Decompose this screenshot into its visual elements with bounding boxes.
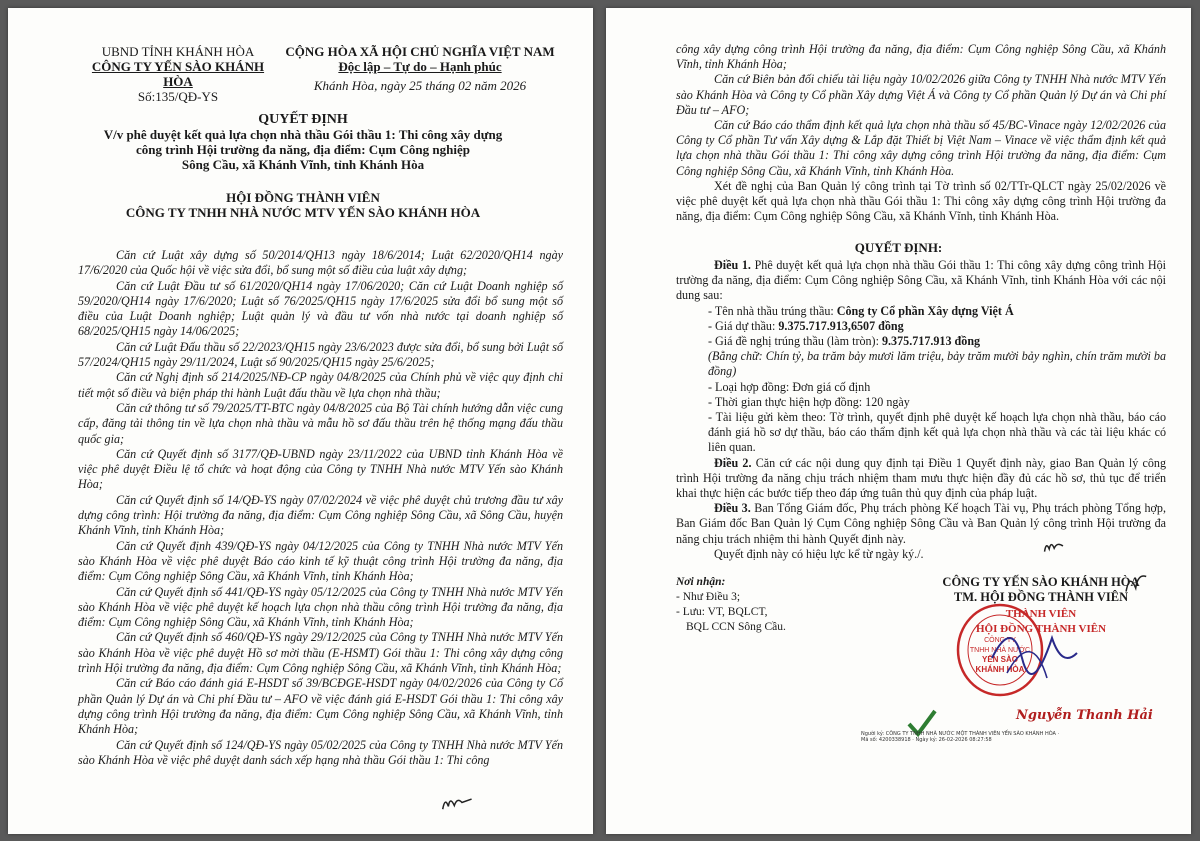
legal-basis: Căn cứ Quyết định 439/QĐ-YS ngày 04/12/2025 của Công ty TNHH Nhà nước MTV Yến sào Khánh Hòa về việc phê duyệt Báo cáo kinh tế kỹ thuật công trình Hội trường đa năng, địa điểm: Cụm Công nghiệp Sông Cầu, xã Khánh Vĩnh, tỉnh Khánh Hòa; [78,538,563,584]
decision-title: QUYẾT ĐỊNH [258,112,348,127]
recipient-item: BQL CCN Sông Cầu. [686,621,786,633]
article-1: Điều 1. Phê duyệt kết quả lựa chọn nhà thầu Gói thầu 1: Thi công xây dựng công trình Hội trường đa năng, địa điểm: Cụm Công nghiệp Sông Cầu, xã Khánh Vĩnh, tỉnh Khánh Hòa với các nội dung sau: [676,258,1166,303]
recipients-heading: Nơi nhận: [676,576,726,588]
national-header [270,44,570,93]
legal-basis: Căn cứ Luật Đấu thầu số 22/2023/QH15 ngày 23/6/2023 được sửa đổi, bổ sung bởi Luật số 57/2024/QH15 ngày 29/11/2024, Luật số 90/2025/QH15 ngày 25/6/2025; [78,339,563,370]
legal-basis: Căn cứ thông tư số 79/2025/TT-BTC ngày 04/8/2025 của Bộ Tài chính hướng dẫn việc cung cấp, đăng tải thông tin về lựa chọn nhà thầu và mẫu hồ sơ đấu thầu trên hệ thống mạng đấu thầu quốc gia; [78,400,563,446]
board-company: CÔNG TY TNHH NHÀ NƯỚC MTV YẾN SÀO KHÁNH HÒA [125,205,481,220]
national-motto: Độc lập – Tự do – Hạnh phúc [338,59,502,74]
digital-signature-info: Người ký: CÔNG TY TNHH NHÀ NƯỚC MỘT THÀNH VIÊN YẾN SÀO KHÁNH HÒA · Mã số: 4200338918 · Ngày ký: 26-02-2026 08:27:58 [861,731,1060,743]
proposal-paragraph: Xét đề nghị của Ban Quản lý công trình tại Tờ trình số 02/TTr-QLCT ngày 25/02/2026 về việc phê duyệt kết quả lựa chọn nhà thầu Gói thầu 1: Thi công xây dựng công trình Hội trường đa năng, địa điểm: Cụm Công nghiệp Sông Cầu, xã Khánh Vĩnh, tỉnh Khánh Hòa. [676,178,1166,224]
subject-line-3: Sông Cầu, xã Khánh Vĩnh, tỉnh Khánh Hòa [181,157,425,172]
legal-basis: Căn cứ Quyết định số 124/QĐ-YS ngày 05/02/2025 của Công ty TNHH Nhà nước MTV Yến sào Khánh Hòa về việc phê duyệt danh sách xếp hạng nhà thầu Gói thầu 1: Thi công [78,737,563,767]
legal-basis: Căn cứ Quyết định số 3177/QĐ-UBND ngày 23/11/2022 của UBND tỉnh Khánh Hòa về việc phê duyệt Điều lệ tổ chức và hoạt động của Công ty TNHH Nhà nước MTV Yến sào Khánh Hòa; [78,446,563,492]
legal-basis: Căn cứ Quyết định số 460/QĐ-YS ngày 29/12/2025 của Công ty TNHH Nhà nước MTV Yến sào Khánh Hòa về việc phê duyệt Hồ sơ mời thầu (E-HSMT) Gói thầu 1: Thi công xây dựng công trình Hội trường đa năng, địa điểm: Cụm Công nghiệp Sông Cầu, xã Khánh Vĩnh, tỉnh Khánh Hòa; [78,630,563,676]
decision-articles [676,258,1166,562]
initial-mark-icon [1119,566,1153,600]
legal-bases-continued [676,42,1166,224]
bid-price: 9.375.717.913,6507 đồng [778,318,904,333]
recipients [676,575,916,635]
initial-mark-icon [437,790,479,815]
svg-text:TNHH NHÀ NƯỚC: TNHH NHÀ NƯỚC [969,647,1031,654]
agency-name: UBND TỈNH KHÁNH HÒA [101,44,255,59]
nation-name: CỘNG HÒA XÃ HỘI CHỦ NGHĨA VIỆT NAM [285,44,555,59]
issuer-header [78,44,278,104]
svg-text:YẾN SÀO: YẾN SÀO [981,655,1019,664]
legal-basis: công xây dựng công trình Hội trường đa năng, địa điểm: Cụm Công nghiệp Sông Cầu, xã Khánh Vĩnh, tỉnh Khánh Hòa; [676,42,1166,72]
award-price-line: - Giá đề nghị trúng thầu (làm tròn): 9.375.717.913 đồng [708,334,981,349]
decide-heading: QUYẾT ĐỊNH: [854,240,943,255]
board-name: HỘI ĐỒNG THÀNH VIÊN [226,190,380,205]
winner-name: Công ty Cổ phần Xây dựng Việt Á [836,303,1014,318]
bid-price-line: - Giá dự thầu: 9.375.717.913,6507 đồng [708,318,904,333]
legal-basis: Căn cứ Luật Đầu tư số 61/2020/QH14 ngày 17/06/2020; Căn cứ Luật Doanh nghiệp số 59/2020/QH14 ngày 17/6/2020; Luật số 76/2025/QH15 ngày 17/6/2025 sửa đổi bổ sung một số điều của Luật Doanh nghiệp; Luật quản lý và đầu tư vốn nhà nước tại doanh nghiệp số 68/2025/QH15 ngày 14/06/2025; [78,278,563,339]
subject-line-1: V/v phê duyệt kết quả lựa chọn nhà thầu Gói thầu 1: Thi công xây dựng [103,127,503,142]
signer-name: Nguyễn Thanh Hải [1016,708,1153,723]
legal-bases [78,248,563,768]
recipient-item: - Như Điều 3; [676,591,741,603]
sign-role-1: THÀNH VIÊN [1005,608,1077,620]
recipient-item: - Lưu: VT, BQLCT, [676,606,768,618]
company-name: CÔNG TY YẾN SÀO KHÁNH HÒA [91,59,265,89]
svg-text:CÔNG TY: CÔNG TY [984,637,1016,644]
contract-duration: - Thời gian thực hiện hợp đồng: 120 ngày [708,394,910,409]
legal-basis: Căn cứ Biên bản đối chiếu tài liệu ngày 10/02/2026 giữa Công ty TNHH Nhà nước MTV Yến sào Khánh Hòa và Công ty Cổ phần Xây dựng Việt Á và Công ty Cổ phần Quản lý Dự án và Chi phí Đầu tư – AFO; [676,72,1166,117]
article-3: Điều 3. Ban Tổng Giám đốc, Phụ trách phòng Kế hoạch Tài vụ, Phụ trách phòng Tổng hợp, Ban Giám đốc Ban Quản lý Cụm Công nghiệp Sông Cầu và Ban Quản lý công trình Hội trường đa năng chịu trách nhiệm thi hành Quyết định này. [676,501,1166,546]
effective-clause: Quyết định này có hiệu lực kể từ ngày ký./. [714,546,924,561]
sign-board: TM. HỘI ĐỒNG THÀNH VIÊN [953,590,1129,604]
legal-basis: Căn cứ Báo cáo đánh giá E-HSDT số 39/BCĐGE-HSDT ngày 04/02/2026 của Công ty Cổ phần Quản lý Dự án và Chi phí Đầu tư – AFO về việc đánh giá E-HSDT Gói thầu 1: Thi công xây dựng công trình Hội trường đa năng, địa điểm: Cụm Công nghiệp Sông Cầu, xã Khánh Vĩnh, tỉnh Khánh Hòa; [78,676,563,737]
award-price: 9.375.717.913 đồng [881,334,981,349]
article-2: Điều 2. Căn cứ các nội dung quy định tại Điều 1 Quyết định này, giao Ban Quản lý công trình Hội trường đa năng chịu trách nhiệm tham mưu thực hiện đầy đủ các hồ sơ, thủ tục để triển khai thực hiện các bước tiếp theo đáp ứng tuân thủ quy định của pháp luật. [676,455,1167,501]
company-seal-icon [952,598,1082,700]
document-page-1 [8,8,593,834]
legal-basis: Căn cứ Báo cáo thẩm định kết quả lựa chọn nhà thầu số 45/BC-Vinace ngày 12/02/2026 của Công ty Cổ phần Tư vấn Xây dựng & Lắp đặt Thiết bị Việt Nam – Vinace về việc thẩm định kết quả lựa chọn nhà thầu Gói thầu 1: Thi công xây dựng công trình Hội trường đa năng, địa điểm: Cụm Công nghiệp Sông Cầu, xã Khánh Vĩnh, tỉnh Khánh Hòa. [676,118,1166,178]
sign-role-2: HỘI ĐỒNG THÀNH VIÊN [975,623,1107,635]
attachments: - Tài liệu gửi kèm theo: Tờ trình, quyết định phê duyệt kế hoạch lựa chọn nhà thầu, báo cáo đánh giá hồ sơ dự thầu, báo cáo thẩm định kết quả lựa chọn nhà thầu và các tài liệu khác có liên quan. [708,410,1166,455]
legal-basis: Căn cứ Luật xây dựng số 50/2014/QH13 ngày 18/6/2014; Luật 62/2020/QH14 ngày 17/6/2020 của Quốc hội về việc sửa đổi, bổ sung một số điều của luật xây dựng; [78,248,563,278]
subject-line-2: công trình Hội trường đa năng, địa điểm: Cụm Công nghiệp [136,142,470,157]
decision-title-block [68,112,538,220]
contract-type: - Loại hợp đồng: Đơn giá cố định [708,379,871,394]
document-date: Khánh Hòa, ngày 25 tháng 02 năm 2026 [313,78,527,93]
sign-company: CÔNG TY YẾN SÀO KHÁNH HÒA [942,575,1140,589]
document-page-2 [606,8,1191,834]
legal-basis: Căn cứ Quyết định số 14/QĐ-YS ngày 07/02/2024 về việc phê duyệt chủ trương đầu tư xây dựng công trình: Hội trường đa năng, địa điểm: Cụm Công nghiệp Sông Cầu, xã Sông Cầu, huyện Khánh Vĩnh, tỉnh Khánh Hòa; [78,492,563,538]
amount-in-words: (Bằng chữ: Chín tỷ, ba trăm bảy mươi lăm triệu, bảy trăm mười bảy nghìn, chín trăm mười ba đồng) [708,349,1166,379]
winner-line: - Tên nhà thầu trúng thầu: Công ty Cổ phần Xây dựng Việt Á [708,303,1014,318]
legal-basis: Căn cứ Quyết định số 441/QĐ-YS ngày 05/12/2025 của Công ty TNHH Nhà nước MTV Yến sào Khánh Hòa về việc phê duyệt kế hoạch lựa chọn nhà thầu công trình Hội trường đa năng, địa điểm: Cụm Công nghiệp Sông Cầu, xã Khánh Vĩnh, tỉnh Khánh Hòa; [78,584,563,630]
document-number: Số:135/QĐ-YS [137,89,219,104]
legal-basis: Căn cứ Nghị định số 214/2025/NĐ-CP ngày 04/8/2025 của Chính phủ về việc quy định chi tiết một số điều và biện pháp thi hành Luật đấu thầu về lựa chọn nhà thầu; [78,370,563,400]
svg-text:KHÁNH HÒA: KHÁNH HÒA [975,665,1025,674]
